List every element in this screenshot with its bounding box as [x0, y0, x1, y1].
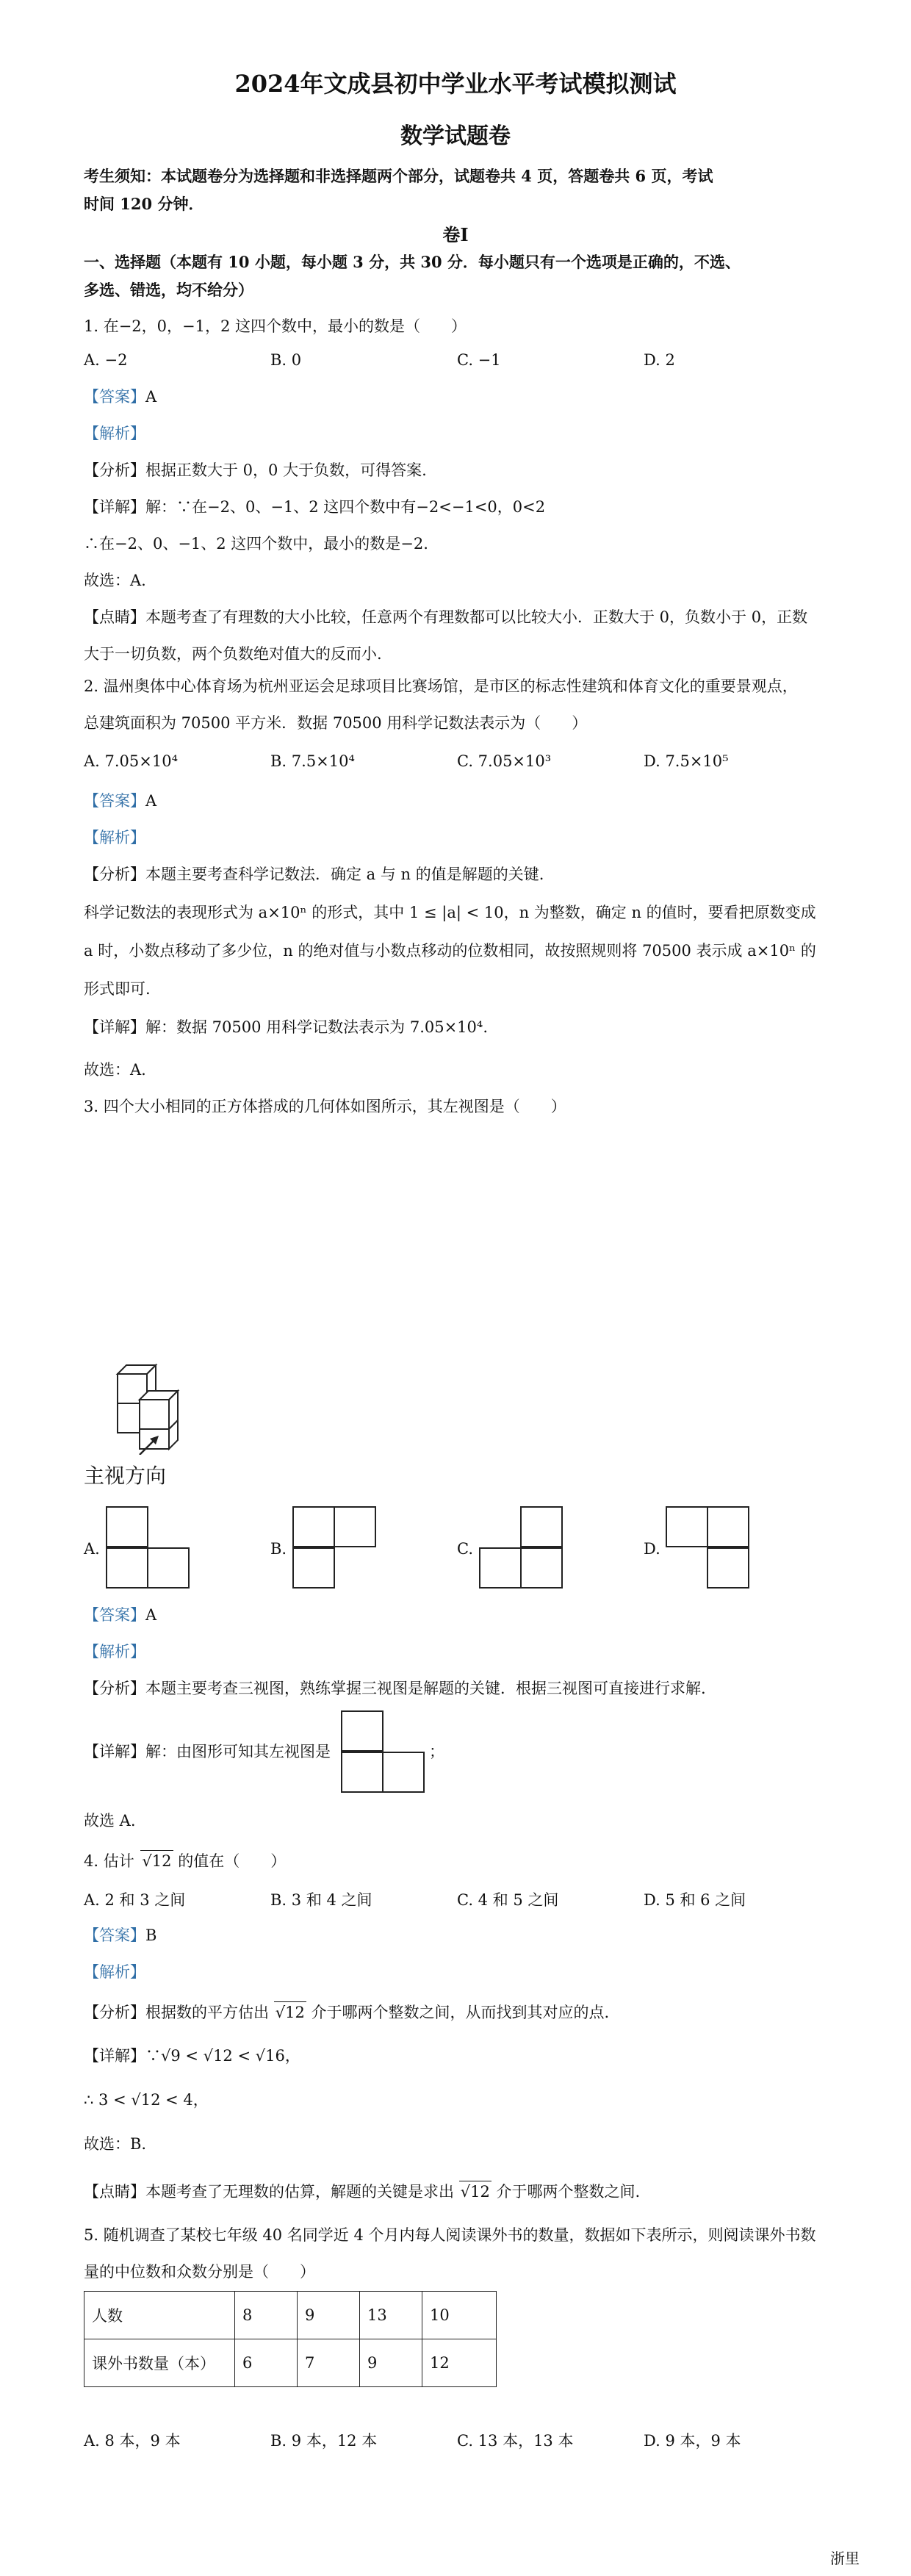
q2-xiangjie — [84, 1017, 488, 1037]
q2-answer — [84, 791, 156, 811]
q3-xiangjie-end: ； — [429, 1743, 444, 1760]
answer-label: 【答案】 — [84, 1606, 145, 1624]
q4-option-b: B. 3 和 4 之间 — [270, 1891, 372, 1909]
q4-xiangjie-prefix: ∵ — [145, 2047, 161, 2065]
answer-label: 【答案】 — [84, 388, 145, 406]
grid-cell — [292, 1547, 335, 1589]
table-row — [84, 2339, 497, 2387]
q5-data-table — [84, 2291, 497, 2387]
table-cell: 课外书数量（本） — [84, 2339, 235, 2387]
q4-radical: √12 — [140, 1850, 173, 1871]
q3-xiangjie-text: 解：由图形可知其左视图是 — [145, 1743, 331, 1760]
grid-cell — [106, 1547, 148, 1589]
page-subtitle: 数学试题卷 — [400, 123, 511, 149]
q1-xiangjie — [84, 497, 545, 517]
q4-dianjing — [84, 2181, 640, 2202]
fenxi-label: 【分析】 — [84, 866, 145, 883]
q2-option-c: C. 7.05×10³ — [457, 752, 552, 770]
q4-fenxi — [84, 2001, 609, 2023]
q5-option-a: A. 8 本，9 本 — [84, 2432, 181, 2450]
q1-fenxi — [84, 460, 427, 481]
table-cell: 10 — [422, 2292, 497, 2339]
q2-body-line-2: a 时，小数点移动了多少位，n 的绝对值与小数点移动的位数相同，故按照规则将 70500 表示成 a×10ⁿ 的 — [84, 942, 816, 960]
q1-choose: 故选：A. — [84, 572, 146, 589]
q4-fenxi-suffix: 介于哪两个整数之间，从而找到其对应的点. — [311, 2004, 610, 2021]
dianjing-label: 【点睛】 — [84, 2183, 145, 2201]
q3-fenxi — [84, 1678, 706, 1699]
q3-option-c-figure — [479, 1506, 567, 1591]
q1-answer — [84, 386, 156, 407]
q2-analysis-label: 【解析】 — [84, 829, 145, 846]
xiangjie-label: 【详解】 — [84, 1743, 145, 1760]
q3-option-a-label: A. — [84, 1540, 100, 1558]
table-cell: 人数 — [84, 2292, 235, 2339]
dianjing-label: 【点睛】 — [84, 608, 145, 626]
q4-xiangjie-suffix: ， — [284, 2047, 300, 2065]
q4-answer — [84, 1925, 156, 1946]
q3-stem: 3. 四个大小相同的正方体搭成的几何体如图所示，其左视图是（ ） — [84, 1098, 566, 1115]
q1-dianjing-line-1: 本题考查了有理数的大小比较，任意两个有理数都可以比较大小．正数大于 0，负数小于 0，正数 — [145, 608, 808, 626]
xiangjie-label: 【详解】 — [84, 2047, 145, 2065]
grid-cell — [520, 1547, 563, 1589]
view-direction-label: 主视方向 — [84, 1464, 167, 1488]
answer-label: 【答案】 — [84, 792, 145, 810]
q4-dianjing-suffix: 介于哪两个整数之间. — [496, 2183, 641, 2201]
q3-answer-value: A — [145, 1606, 157, 1624]
q4-choose: 故选：B. — [84, 2135, 147, 2153]
q4-xiangjie-math: √9 < √12 < √16 — [161, 2047, 285, 2065]
grid-cell — [382, 1752, 425, 1793]
q3-option-d-figure — [666, 1506, 754, 1591]
q4-therefore: ∴ 3 < √12 < 4， — [84, 2091, 209, 2109]
table-cell: 6 — [235, 2339, 298, 2387]
xiangjie-label: 【详解】 — [84, 1018, 145, 1036]
grid-cell — [147, 1547, 190, 1589]
q2-stem-line-2: 总建筑面积为 70500 平方米．数据 70500 用科学记数法表示为（ ） — [84, 714, 588, 732]
q3-answer — [84, 1605, 156, 1625]
grid-cell — [520, 1506, 563, 1547]
grid-cell — [334, 1506, 376, 1547]
q1-fenxi-text: 根据正数大于 0，0 大于负数，可得答案. — [145, 461, 427, 479]
fenxi-label: 【分析】 — [84, 1680, 145, 1697]
q2-body-line-1: 科学记数法的表现形式为 a×10ⁿ 的形式，其中 1 ≤ |a| < 10，n 为整数，确定 n 的值时，要看把原数变成 — [84, 904, 816, 921]
q2-stem-line-1: 2. 温州奥体中心体育场为杭州亚运会足球项目比赛场馆，是市区的标志性建筑和体育文化的重要景观点， — [84, 677, 798, 695]
q5-option-b: B. 9 本，12 本 — [270, 2432, 378, 2450]
q1-option-a: A. −2 — [84, 351, 128, 369]
q4-option-a: A. 2 和 3 之间 — [84, 1891, 186, 1909]
grid-cell — [106, 1506, 148, 1547]
q3-option-b-figure — [292, 1506, 381, 1591]
grid-cell — [666, 1506, 708, 1547]
q3-option-b-label: B. — [270, 1540, 287, 1558]
q1-answer-value: A — [145, 388, 157, 406]
cube-figure — [110, 1359, 206, 1455]
q3-left-view-figure — [341, 1710, 429, 1796]
grid-cell — [707, 1547, 749, 1589]
q1-option-b: B. 0 — [270, 351, 302, 369]
q2-fenxi-text: 本题主要考查科学记数法．确定 a 与 n 的值是解题的关键. — [145, 866, 544, 883]
q3-option-d-label: D. — [644, 1540, 660, 1558]
table-cell: 7 — [298, 2339, 360, 2387]
instructions-line-2: 多选、错选，均不给分） — [84, 281, 253, 299]
answer-label: 【答案】 — [84, 1926, 145, 1944]
q3-option-a-figure — [106, 1506, 194, 1591]
q2-xiangjie-text: 解：数据 70500 用科学记数法表示为 7.05×10⁴. — [145, 1018, 488, 1036]
q1-dianjing-line-2: 大于一切负数，两个负数绝对值大的反而小. — [84, 645, 382, 663]
table-row — [84, 2292, 497, 2339]
q4-analysis-label: 【解析】 — [84, 1963, 145, 1981]
q4-dianjing-prefix: 本题考查了无理数的估算，解题的关键是求出 — [145, 2183, 454, 2201]
table-cell: 9 — [360, 2339, 422, 2387]
grid-cell — [341, 1752, 384, 1793]
table-cell: 12 — [422, 2339, 497, 2387]
q1-xiangjie-text: 解：∵在−2、0、−1、2 这四个数中有−2<−1<0，0<2 — [145, 498, 546, 516]
q3-option-c-label: C. — [457, 1540, 473, 1558]
q3-analysis-label: 【解析】 — [84, 1643, 145, 1661]
q1-dianjing — [84, 607, 807, 627]
q2-option-a: A. 7.05×10⁴ — [84, 752, 179, 770]
q1-option-c: C. −1 — [457, 351, 501, 369]
q2-answer-value: A — [145, 792, 157, 810]
q5-stem-line-2: 量的中位数和众数分别是（ ） — [84, 2263, 315, 2281]
q3-choose: 故选 A. — [84, 1812, 136, 1830]
q2-choose: 故选：A. — [84, 1061, 146, 1079]
q5-stem-line-1: 5. 随机调查了某校七年级 40 名同学近 4 个月内每人阅读课外书的数量，数据如下表所示，则阅读课外书数 — [84, 2226, 816, 2244]
q4-stem-prefix: 4. 估计 — [84, 1852, 134, 1870]
q1-analysis-label: 【解析】 — [84, 425, 145, 442]
q4-radicand: 12 — [151, 1852, 172, 1870]
q2-option-b: B. 7.5×10⁴ — [270, 752, 355, 770]
q4-dianjing-radicand: 12 — [470, 2183, 490, 2201]
table-cell: 8 — [235, 2292, 298, 2339]
xiangjie-label: 【详解】 — [84, 498, 145, 516]
table-cell: 9 — [298, 2292, 360, 2339]
q4-xiangjie — [84, 2046, 300, 2066]
notice-line-2: 时间 120 分钟． — [84, 195, 204, 213]
q4-fenxi-radical: √12 — [274, 2001, 306, 2023]
q4-fenxi-prefix: 根据数的平方估出 — [145, 2004, 269, 2021]
notice-line-1: 考生须知：本试题卷分为选择题和非选择题两个部分，试题卷共 4 页，答题卷共 6 页，考试 — [84, 167, 713, 185]
q4-fenxi-radicand: 12 — [285, 2004, 305, 2021]
footer-text: 浙里 — [830, 2550, 860, 2567]
q1-option-d: D. 2 — [644, 351, 675, 369]
q5-option-d: D. 9 本，9 本 — [644, 2432, 741, 2450]
q1-stem: 1. 在−2，0，−1，2 这四个数中，最小的数是（ ） — [84, 317, 467, 335]
grid-cell — [707, 1506, 749, 1547]
grid-cell — [292, 1506, 335, 1547]
table-cell: 13 — [360, 2292, 422, 2339]
q4-dianjing-radical: √12 — [459, 2181, 491, 2202]
page-title: 2024年文成县初中学业水平考试模拟测试 — [234, 70, 677, 98]
q3-xiangjie — [84, 1741, 331, 1762]
grid-cell — [341, 1710, 384, 1752]
q4-option-d: D. 5 和 6 之间 — [644, 1891, 746, 1909]
fenxi-label: 【分析】 — [84, 461, 145, 479]
q2-body-line-3: 形式即可. — [84, 980, 151, 998]
q5-option-c: C. 13 本，13 本 — [457, 2432, 574, 2450]
q4-stem-suffix: 的值在（ ） — [178, 1852, 287, 1870]
q4-answer-value: B — [145, 1926, 157, 1944]
section-title: 卷Ⅰ — [442, 224, 469, 245]
q3-fenxi-text: 本题主要考查三视图，熟练掌握三视图是解题的关键．根据三视图可直接进行求解. — [145, 1680, 706, 1697]
fenxi-label: 【分析】 — [84, 2004, 145, 2021]
instructions-line-1: 一、选择题（本题有 10 小题，每小题 3 分，共 30 分．每小题只有一个选项是正确的，不选、 — [84, 253, 741, 271]
q1-therefore: ∴在−2、0、−1、2 这四个数中，最小的数是−2. — [84, 535, 428, 553]
grid-cell — [479, 1547, 522, 1589]
q4-option-c: C. 4 和 5 之间 — [457, 1891, 559, 1909]
q4-stem — [84, 1850, 286, 1871]
q2-option-d: D. 7.5×10⁵ — [644, 752, 729, 770]
q2-fenxi — [84, 864, 544, 885]
